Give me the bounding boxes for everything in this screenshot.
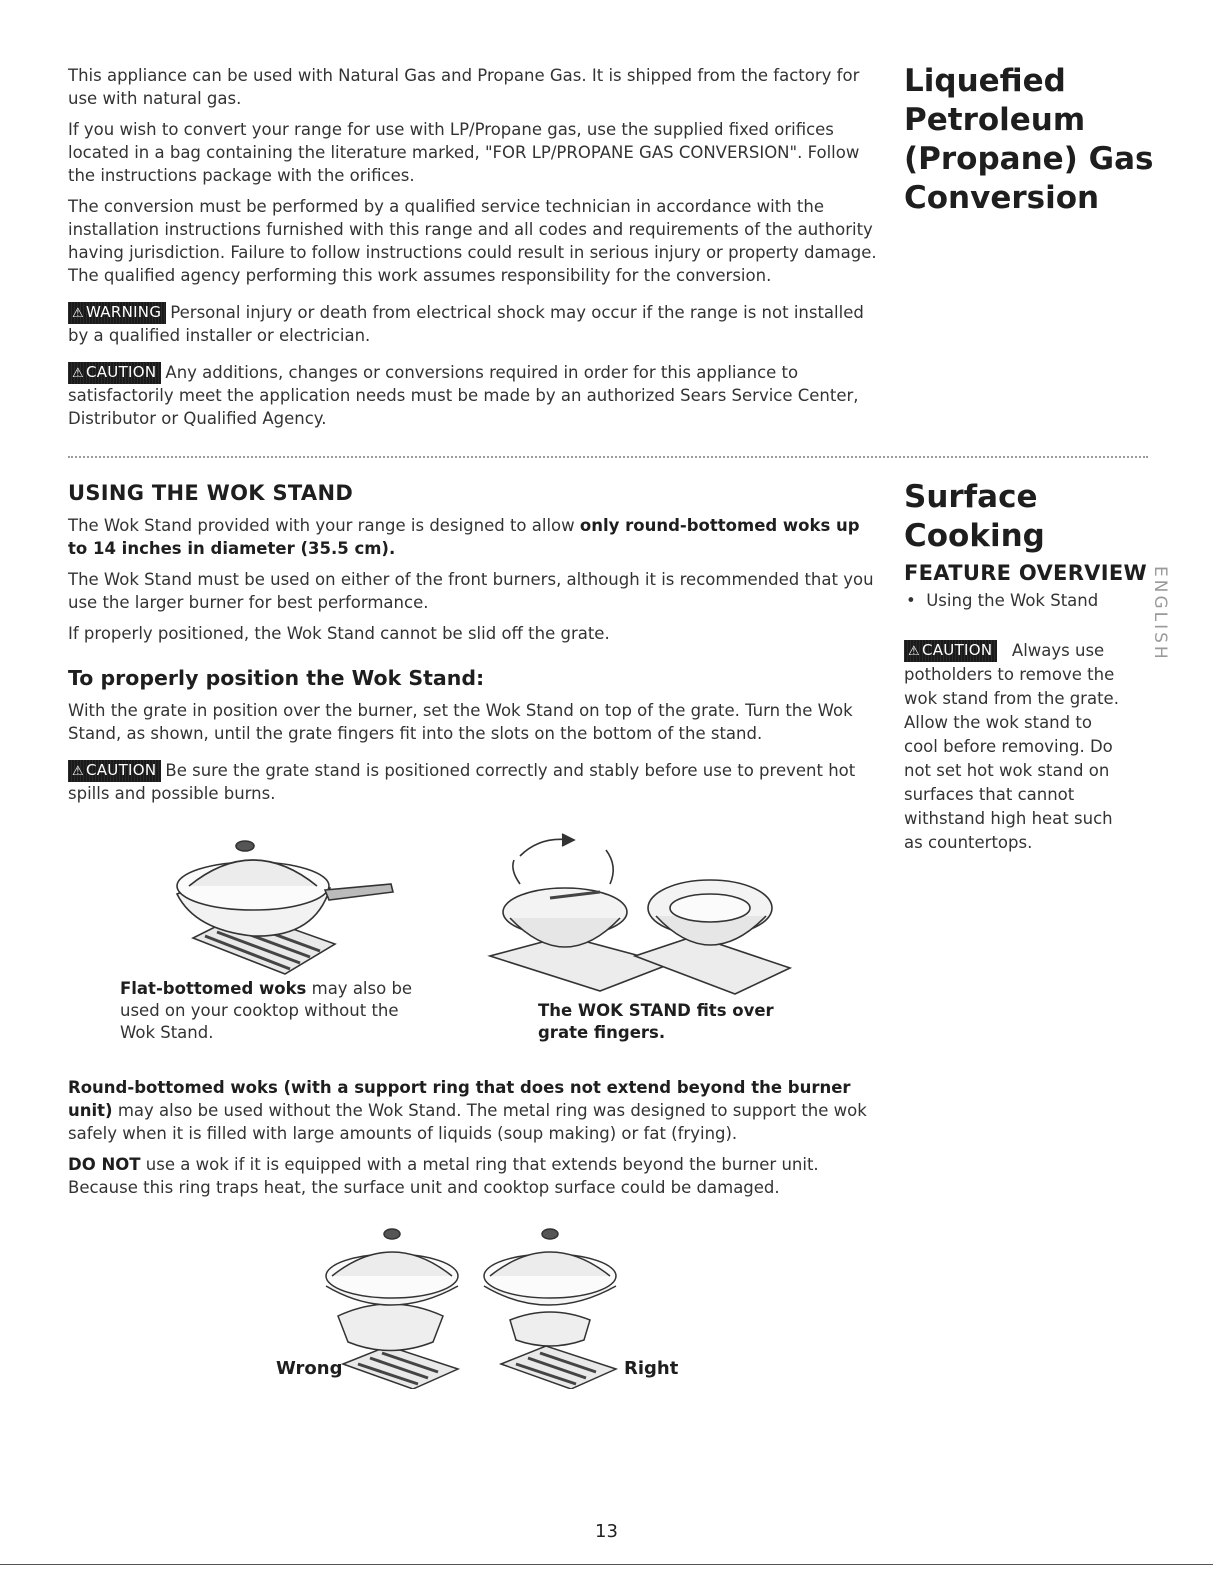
wok-paragraph-3: If properly positioned, the Wok Stand cannot be slid off the grate.: [68, 624, 610, 643]
surface-caution-text: Always use potholders to remove the wok stand from the grate. Allow the wok stand to cool before removing. Do not set hot wok stand on surfaces that cannot withstand high heat such as countertops.: [904, 641, 1119, 852]
wok-stand-illustration: [470, 826, 800, 996]
round-woks-paragraph: Round-bottomed woks (with a support ring that does not extend beyond the burner unit) may also be used without the Wok Stand. The metal ring was designed to support the wok safely when it is filled with large amounts of liquids (soup making) or fat (frying).: [68, 1078, 867, 1143]
position-text: With the grate in position over the burner, set the Wok Stand on top of the grate. Turn the Wok Stand, as shown, until the grate fingers fit into the slots on the bottom of the stand.: [68, 701, 853, 743]
footer-rule: [0, 1564, 1213, 1565]
surface-heading-1: Surface: [904, 479, 1038, 515]
overview-heading: FEATURE OVERVIEW: [904, 561, 1147, 585]
lpg-body: [68, 64, 883, 438]
lpg-paragraph-1: This appliance can be used with Natural Gas and Propane Gas. It is shipped from the factory for use with natural gas.: [68, 66, 860, 108]
overview-item: • Using the Wok Stand: [906, 591, 1099, 610]
round-woks-body: [68, 1076, 883, 1207]
right-wok-illustration: [476, 1224, 626, 1389]
flat-wok-illustration: [165, 826, 405, 976]
lpg-paragraph-3: The conversion must be performed by a qualified service technician in accordance with the installation instructions furnished with this range and all codes and requirements of the authority having jurisdiction. Failure to follow instructions could result in serious injury or property damage. The qualified agency performing this work assumes responsibility for the conversion.: [68, 197, 877, 285]
wok-paragraph-2: The Wok Stand must be used on either of the front burners, although it is recommended that you use the larger burner for best performance.: [68, 570, 874, 612]
page-number: 13: [595, 1521, 618, 1542]
lpg-warning: [68, 301, 883, 347]
lpg-caution-text: Any additions, changes or conversions required in order for this appliance to satisfactorily meet the application needs must be made by an authorized Sears Service Center, Distributor or Qualified Agency.: [68, 363, 859, 428]
do-not-paragraph: DO NOT use a wok if it is equipped with a metal ring that extends beyond the burner unit. Because this ring traps heat, the surface unit and cooktop surface could be damaged.: [68, 1155, 819, 1197]
flat-wok-caption: Flat-bottomed woks may also be used on your cooktop without the Wok Stand.: [120, 979, 413, 1042]
language-tab: [1140, 566, 1180, 686]
caution-triangle-icon: ⚠: [72, 764, 84, 779]
lpg-side: [904, 62, 1154, 218]
lpg-heading: Liquefied Petroleum (Propane) Gas Conversion: [904, 63, 1154, 216]
caution-triangle-icon: ⚠: [72, 366, 84, 381]
wok-heading: USING THE WOK STAND: [68, 481, 354, 505]
lpg-warning-text: Personal injury or death from electrical shock may occur if the range is not installed by a qualified installer or electrician.: [68, 303, 864, 345]
warning-triangle-icon: ⚠: [72, 306, 84, 321]
caution-triangle-icon: ⚠: [908, 644, 920, 659]
wok-stand-caption: The WOK STAND fits over grate fingers.: [538, 1001, 774, 1042]
lpg-paragraph-2: If you wish to convert your range for use with LP/Propane gas, use the supplied fixed orifices located in a bag containing the literature marked, "FOR LP/PROPANE GAS CONVERSION". Follow the instructions package with the orifices.: [68, 120, 860, 185]
wok-caution-text: Be sure the grate stand is positioned correctly and stably before use to prevent hot spills and possible burns.: [68, 761, 856, 803]
caution-badge: ⚠ CAUTION: [68, 362, 161, 384]
warning-badge: ⚠ WARNING: [68, 302, 166, 324]
wok-body: [68, 480, 883, 813]
surface-caution: [904, 639, 1129, 855]
bullet-icon: •: [906, 591, 916, 610]
position-heading: To properly position the Wok Stand:: [68, 666, 485, 690]
wrong-label: Wrong: [276, 1358, 343, 1379]
surface-heading-2: Cooking: [904, 518, 1045, 554]
language-tab-label: ENGLISH: [1150, 566, 1170, 662]
caution-badge: ⚠ CAUTION: [68, 760, 161, 782]
section-divider: [68, 456, 1148, 458]
wok-paragraph-1: The Wok Stand provided with your range is designed to allow only round-bottomed woks up to 14 inches in diameter (35.5 cm).: [68, 516, 860, 558]
right-label: Right: [624, 1358, 679, 1379]
surface-side: [904, 478, 1154, 855]
lpg-caution: [68, 361, 883, 430]
caution-badge: ⚠ CAUTION: [904, 640, 997, 662]
wok-caution: [68, 759, 883, 805]
